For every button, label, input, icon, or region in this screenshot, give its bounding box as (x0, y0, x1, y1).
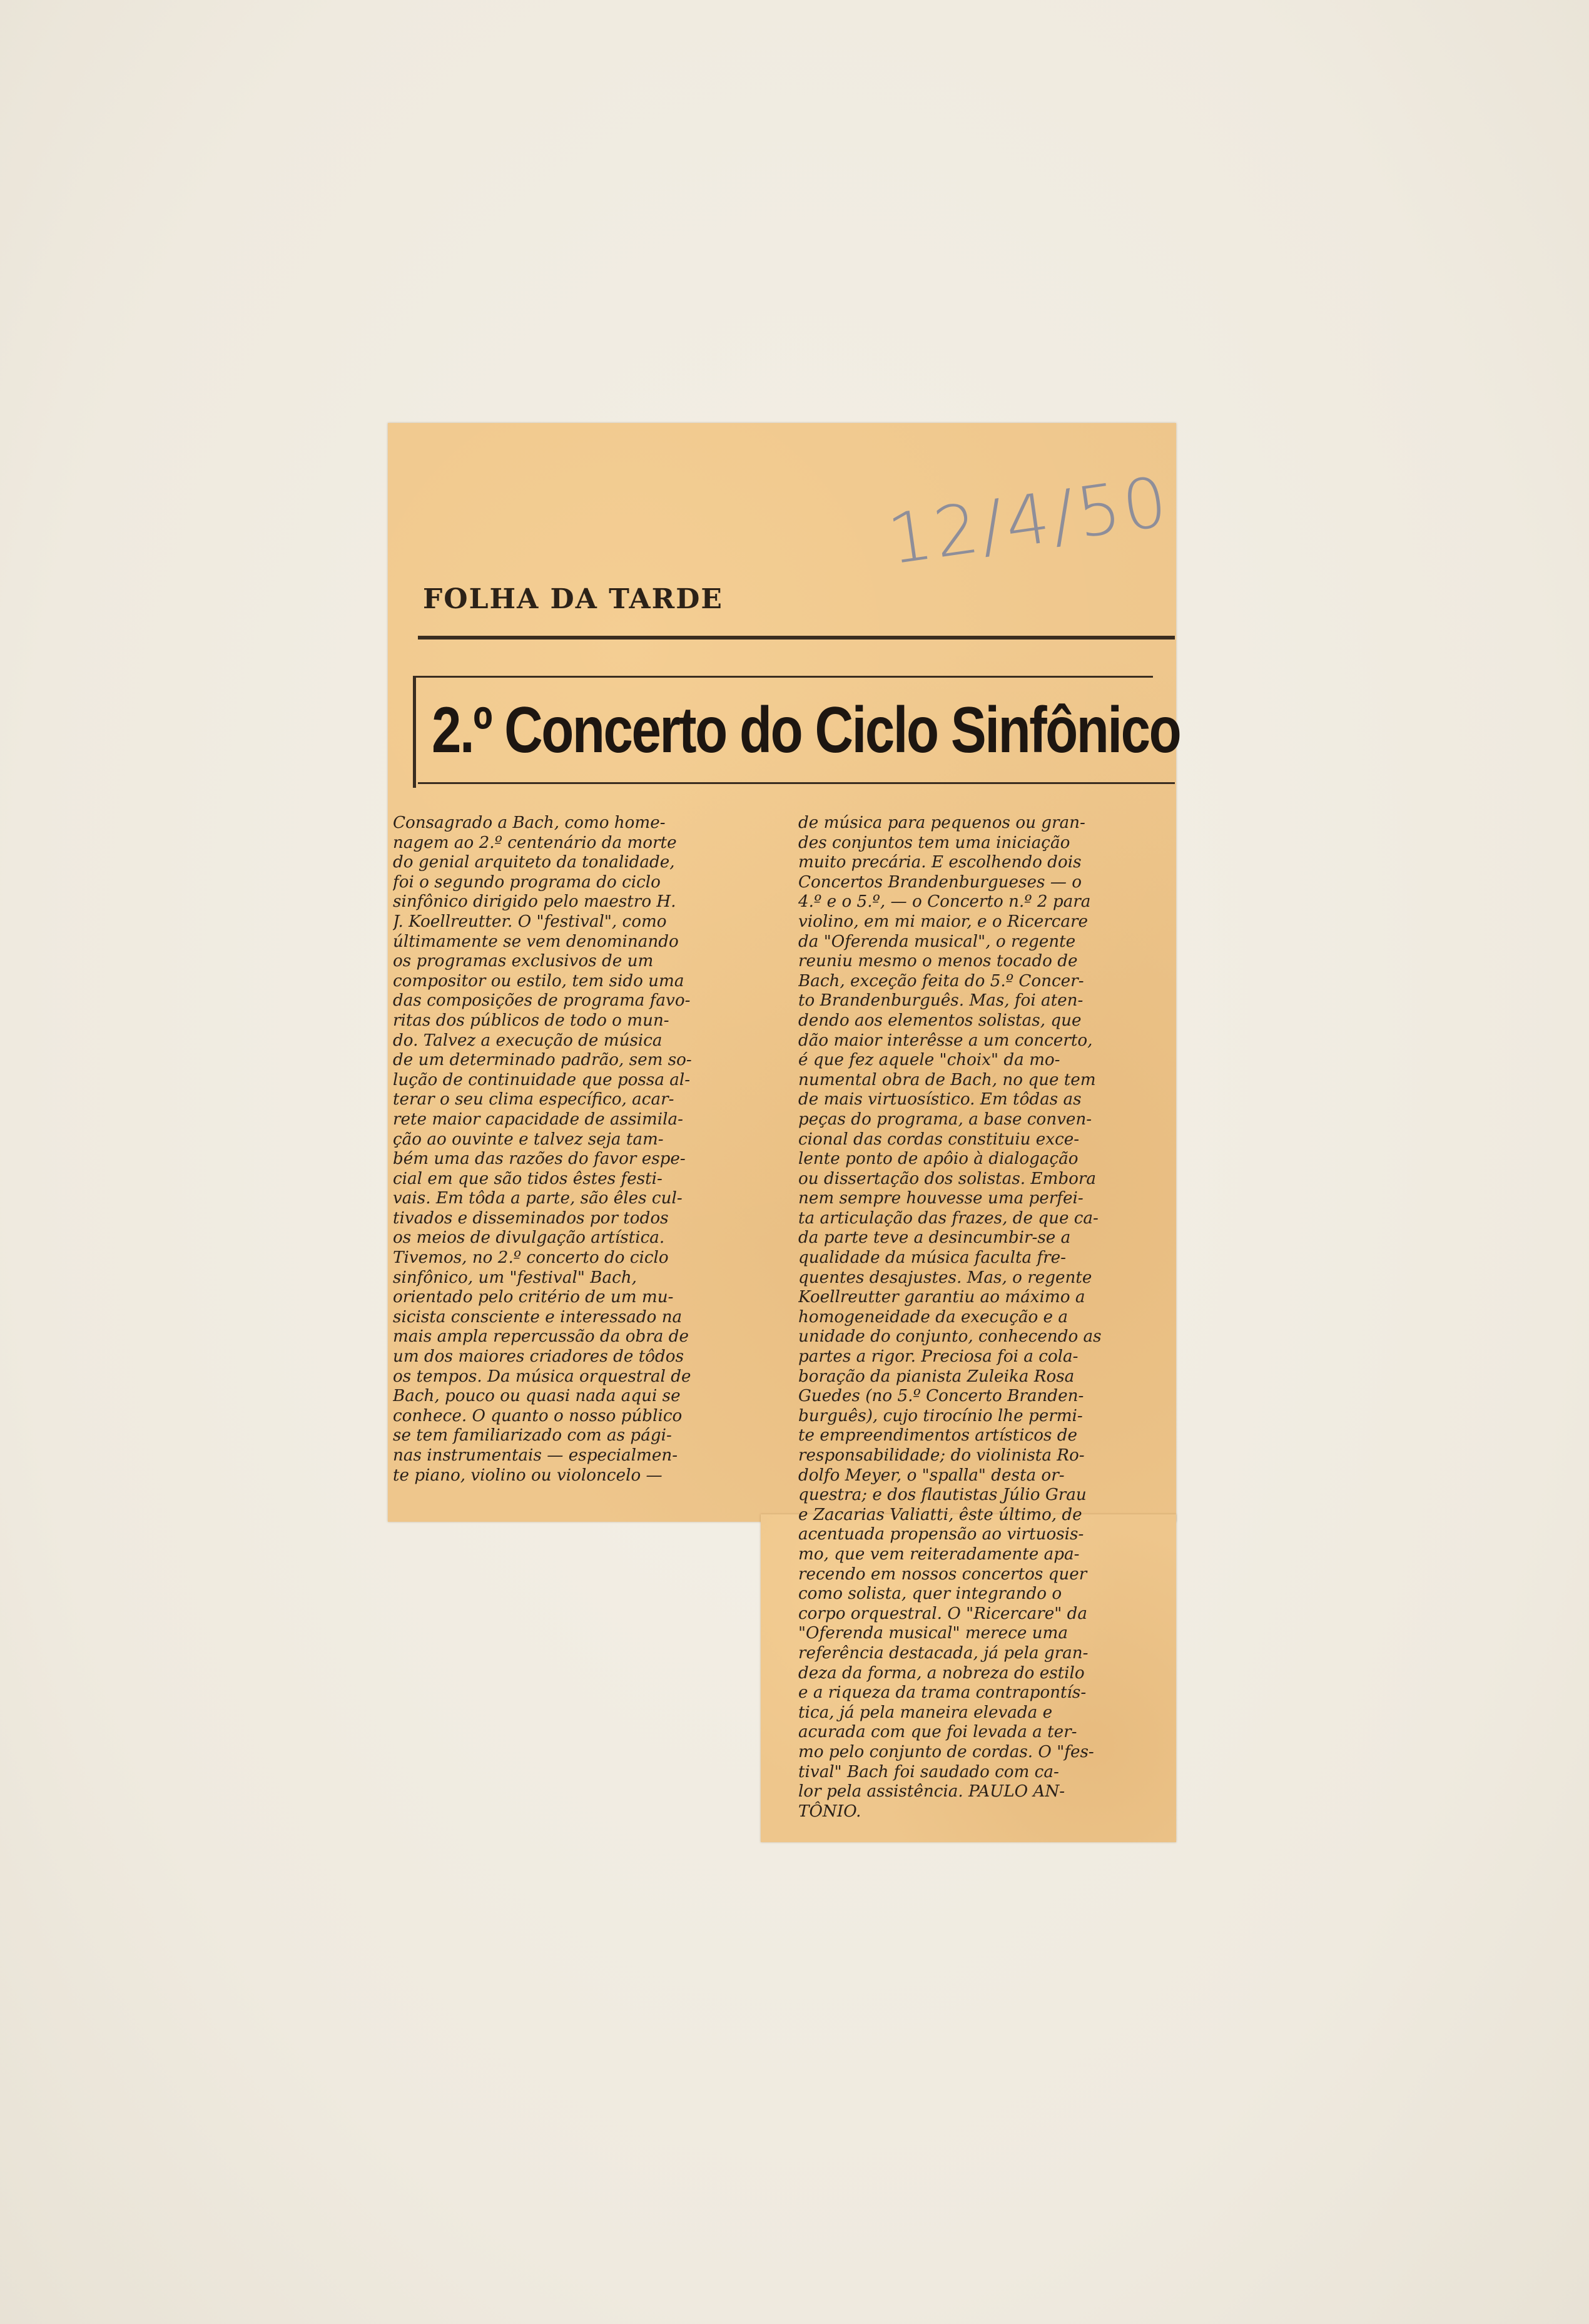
handwritten-date: 12/4/50 (883, 461, 1175, 580)
article-column-right: de música para pequenos ou gran- des conjuntos tem uma iniciação muito precária. E escolhendo dois Concertos Brandenburgueses — o 4.º e o 5.º, — o Concerto n.º 2 para violino, em mi maior, e o Ricercare da "Oferenda musical", o regente reuniu mesmo o menos tocado de Bach, exceção feita do 5.º Concer- to Brandenburguês. Mas, foi aten- dendo aos elementos solistas, que dão maior interêsse a um concerto, é que fez aquele "choix" da mo- numental obra de Bach, no que tem de mais virtuosístico. Em tôdas as peças do programa, a base conven- cional das cordas constituiu exce- lente ponto de apôio à dialogação ou dissertação dos solistas. Embora nem sempre houvesse uma perfei- ta articulação das frazes, de que ca- da parte teve a desincumbir-se a qualidade da música faculta fre- quentes desajustes. Mas, o regente Koellreutter garantiu ao máximo a homogeneidade da execução e a unidade do conjunto, conhecendo as partes a rigor. Preciosa foi a cola- boração da pianista Zuleika Rosa Guedes (no 5.º Concerto Branden- burguês), cujo tirocínio lhe permi- te empreendimentos artísticos de responsabilidade; do violinista Ro- dolfo Meyer, o "spalla" desta or- questra; e dos flautistas Júlio Grau e Zacarias Valiatti, êste último, de acentuada propensão ao virtuosis- mo, que vem reiteradamente apa- recendo em nossos concertos quer como solista, quer integrando o corpo orquestral. O "Ricercare" da "Oferenda musical" merece uma referência destacada, já pela gran- deza da forma, a nobreza do estilo e a riqueza da trama contrapontís- tica, já pela maneira elevada e acurada com que foi levada a ter- mo pelo conjunto de cordas. O "fes- tival" Bach foi saudado com ca- lor pela assistência. PAULO AN- TÔNIO. (798, 813, 1102, 1821)
newspaper-masthead: FOLHA DA TARDE (423, 583, 723, 615)
article-column-left: Consagrado a Bach, como home- nagem ao 2.º centenário da morte do genial arquiteto da tonalidade, foi o segundo programa do ciclo sinfônico dirigido pelo maestro H. J. Koellreutter. O "festival", como últimamente se vem denominando os programas exclusivos de um compositor ou estilo, tem sido uma das composições de programa favo- ritas dos públicos de todo o mun- do. Talvez a execução de música de um determinado padrão, sem so- lução de continuidade que possa al- terar o seu clima específico, acar- rete maior capacidade de assimila- ção ao ouvinte e talvez seja tam- bém uma das razões do favor espe- cial em que são tidos êstes festi- vais. Em tôda a parte, são êles cul- tivados e disseminados por todos os meios de divulgação artística. Tivemos, no 2.º concerto do ciclo sinfônico, um "festival" Bach, orientado pelo critério de um mu- sicista consciente e interessado na mais ampla repercussão da obra de um dos maiores criadores de tôdos os tempos. Da música orquestral de Bach, pouco ou quasi nada aqui se conhece. O quanto o nosso público se tem familiarizado com as pági- nas instrumentais — especialmen- te piano, violino ou violoncelo — (393, 813, 692, 1485)
article-headline: 2.º Concerto do Ciclo Sinfônico (432, 694, 1180, 767)
headline-rule (418, 782, 1175, 784)
masthead-rule (418, 636, 1175, 640)
